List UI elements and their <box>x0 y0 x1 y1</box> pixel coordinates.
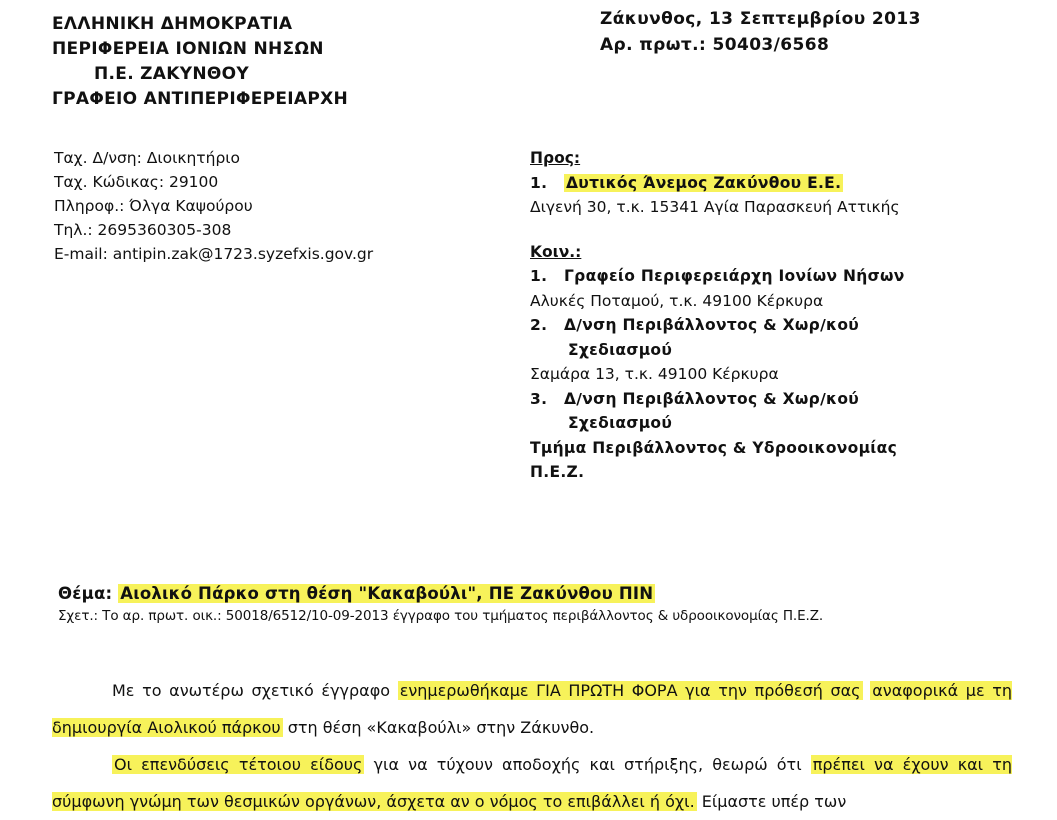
contact-info: Πληροφ.: Όλγα Καψούρου <box>54 197 253 215</box>
contact-address: Ταχ. Δ/νση: Διοικητήριο <box>54 149 241 167</box>
cc-item <box>530 313 1000 338</box>
cc-number: 1. <box>530 267 548 285</box>
place-date: Ζάκυνθος, 13 Σεπτεμβρίου 2013 <box>600 9 921 29</box>
contact-phone: Τηλ.: 2695360305-308 <box>54 221 232 239</box>
recipient-name: Δυτικός Άνεμος Ζακύνθου Ε.Ε. <box>566 173 842 192</box>
date-block <box>600 6 921 58</box>
recipient-number: 1. <box>530 173 548 192</box>
recipients-block <box>530 146 1000 485</box>
protocol-number: Αρ. πρωτ.: 50403/6568 <box>600 35 830 55</box>
contact-postal: Ταχ. Κώδικας: 29100 <box>54 173 219 191</box>
recipient-item <box>530 171 1000 196</box>
contact-email: E-mail: antipin.zak@1723.syzefxis.gov.gr <box>54 245 374 263</box>
cc-department: Τμήμα Περιβάλλοντος & Υδροοικονομίας <box>530 438 898 457</box>
cc-address: Αλυκές Ποταμού, τ.κ. 49100 Κέρκυρα <box>530 291 824 310</box>
body-paragraph <box>52 746 1012 820</box>
issuer-line: ΓΡΑΦΕΙΟ ΑΝΤΙΠΕΡΙΦΕΡΕΙΑΡΧΗ <box>52 89 349 109</box>
body-highlight: πρέπει να έχουν και τη σύμφωνη γνώμη των θεσμικών οργάνων, άσχετα αν ο νόμος το επιβάλλει ή όχι. <box>52 755 1012 811</box>
body-text: Είμαστε υπέρ των <box>696 792 847 811</box>
recipient-address: Διγενή 30, τ.κ. 15341 Αγία Παρασκευή Αττικής <box>530 198 900 216</box>
subject-label: Θέμα: <box>58 584 113 603</box>
issuer-block <box>52 12 348 112</box>
contact-block <box>54 146 373 266</box>
cc-address: Σαμάρα 13, τ.κ. 49100 Κέρκυρα <box>530 365 779 383</box>
issuer-line: ΕΛΛΗΝΙΚΗ ΔΗΜΟΚΡΑΤΙΑ <box>52 14 293 34</box>
cc-name-cont: Σχεδιασμού <box>568 414 673 432</box>
issuer-line: Π.Ε. ΖΑΚΥΝΘΟΥ <box>94 64 249 84</box>
cc-number: 2. <box>530 316 548 334</box>
cc-name: Δ/νση Περιβάλλοντος & Χωρ/κού <box>564 389 860 408</box>
cc-number: 3. <box>530 389 548 408</box>
to-heading: Προς: <box>530 149 581 167</box>
cc-heading: Κοιν.: <box>530 242 582 261</box>
letter-body <box>52 672 1012 820</box>
body-text: για να τύχουν αποδοχής και στήριξης, θεωρώ ότι <box>364 755 811 774</box>
subject-line <box>58 584 655 603</box>
cc-item <box>530 264 1000 289</box>
reference-line: Σχετ.: Το αρ. πρωτ. οικ.: 50018/6512/10-09-2013 έγγραφο του τμήματος περιβάλλοντος & υδροοικονομίας Π.Ε.Ζ. <box>58 608 824 624</box>
subject-text: Αιολικό Πάρκο στη θέση "Κακαβούλι", ΠΕ Ζακύνθου ΠΙΝ <box>120 584 654 603</box>
cc-unit: Π.Ε.Ζ. <box>530 463 585 481</box>
body-highlight: ενημερωθήκαμε ΓΙΑ ΠΡΩΤΗ ΦΟΡΑ για την πρόθεσή σας <box>399 681 861 700</box>
issuer-line: ΠΕΡΙΦΕΡΕΙΑ ΙΟΝΙΩΝ ΝΗΣΩΝ <box>52 39 324 59</box>
cc-name: Δ/νση Περιβάλλοντος & Χωρ/κού <box>564 316 860 334</box>
body-text: Με το ανωτέρω σχετικό έγγραφο <box>112 681 398 700</box>
cc-name: Γραφείο Περιφερειάρχη Ιονίων Νήσων <box>564 267 905 285</box>
body-highlight: Οι επενδύσεις τέτοιου είδους <box>114 755 363 774</box>
cc-name-cont: Σχεδιασμού <box>568 340 673 359</box>
body-text: στη θέση «Κακαβούλι» στην Ζάκυνθο. <box>282 718 595 737</box>
body-paragraph <box>52 672 1012 746</box>
body-highlight: αναφορικά με τη δημιουργία Αιολικού πάρκου <box>52 681 1013 737</box>
cc-item <box>530 387 1000 412</box>
